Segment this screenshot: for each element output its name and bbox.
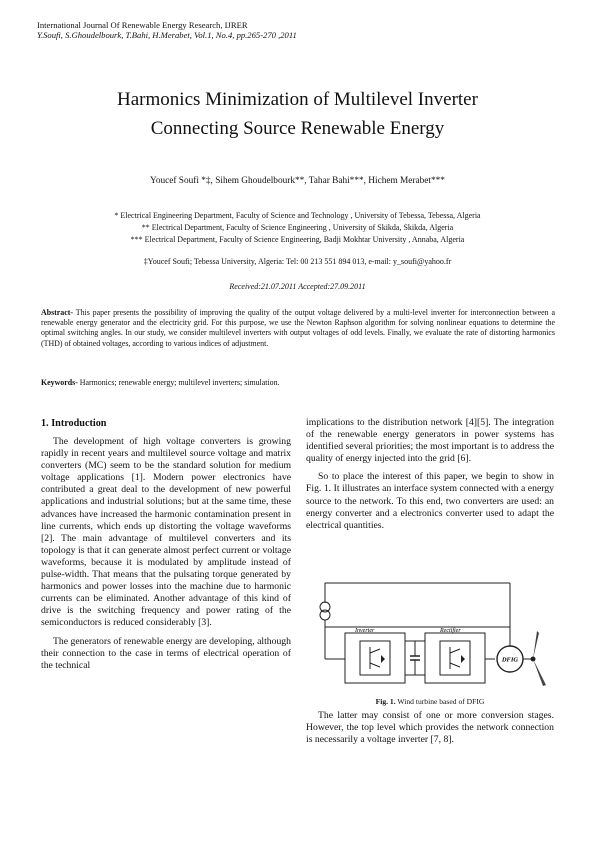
right-column-continued: [306, 710, 554, 752]
keywords-label: Keywords-: [41, 378, 78, 387]
paragraph: The development of high voltage converters is growing rapidly in recent years and multilevel source voltage and matrix converters (MC) seem to be the standard solution for medium voltage applications [1]. Modern power electronics have contributed a great deal to the development of new powerful applications and industrial solutions; but at the same time, these advances have increased the harmonic contamination present in line currents, which ends up distorting the voltage waveforms [2]. The main advantage of multilevel converters and its topology is that it can generate almost perfect current or voltage waveforms, because it is modulated by amplitude instead of pulse-width. That means that the pulsating torque generated by harmonics and power losses into the machine due to harmonic currents can be eliminated. Another advantage of this kind of drive is the switching frequency and power rating of the semiconductors is reduced considerably [3].: [41, 436, 291, 629]
title-line-2: Connecting Source Renewable Energy: [150, 118, 445, 139]
paragraph: So to place the interest of this paper, we begin to show in Fig. 1. It illustrates an interface system connected with a energy source to the network. To this end, two converters are used: an energy converter and a electronics converter used to adapt the electrical quantities.: [306, 471, 554, 531]
caption-label: Fig. 1.: [375, 697, 396, 706]
turbine-blade-icon: [533, 631, 539, 659]
affiliation-1: * Electrical Engineering Department, Faculty of Science and Technology , University of Tebessa, Tebessa, Algeria: [114, 211, 481, 220]
citation: Y.Soufi, S.Ghoudelbourk, T.Bahi, H.Merabet, Vol.1, No.4, pp.265-270 ,2011: [37, 30, 297, 40]
paragraph: The generators of renewable energy are developing, although their connection to the case in terms of electrical operation of the technical: [41, 635, 291, 671]
figure-caption: [306, 697, 554, 706]
abstract-text: This paper presents the possibility of improving the quality of the output voltage delivered by a multi-level inverter for interconnection between a renewable energy generator and the electricity grid. For this purpose, we use the Newton Raphson algorithm for solving nonlinear equations to determine the optimal switching angles. In our study, we consider multilevel inverters with output voltages of odd levels. Finally, we evaluate the rate of distorting harmonics (THD) of obtained voltages, according to various indices of adjustment.: [41, 308, 555, 348]
keywords-text: Harmonics; renewable energy; multilevel inverters; simulation.: [77, 378, 280, 387]
affiliation-3: *** Electrical Department, Faculty of Science Engineering, Badji Mokhtar University , Annaba, Algeria: [130, 235, 465, 245]
abstract: [41, 308, 555, 349]
keywords: [41, 378, 555, 388]
caption-text: Wind turbine based of DFIG: [395, 697, 485, 706]
wind-turbine-diagram: [315, 581, 550, 689]
affiliations: [0, 210, 595, 247]
received-dates: Received:21.07.2011 Accepted:27.09.2011: [229, 282, 366, 291]
authors: Youcef Soufi *‡, Sihem Ghoudelbourk**, Tahar Bahi***, Hichem Merabet***: [150, 176, 445, 186]
title-line-1: Harmonics Minimization of Multilevel Inverter: [117, 89, 478, 110]
section-heading: 1. Introduction: [41, 418, 107, 429]
abstract-label: Abstract-: [41, 308, 73, 317]
journal-header: [37, 20, 297, 40]
left-column: [41, 436, 291, 678]
inverter-label: Inverter: [355, 628, 375, 634]
paragraph: implications to the distribution network [4][5]. The integration of the renewable energy generators in power systems has identified several priorities; the most important is to address the quality of energy injected into the grid [6].: [306, 417, 554, 465]
journal-name: International Journal Of Renewable Energy Research, IJRER: [37, 20, 248, 30]
right-column: [306, 417, 554, 538]
affiliation-2: ** Electrical Department, Faculty of Science Engineering , University of Skikda, Skikda, Algeria: [141, 223, 454, 233]
paragraph: The latter may consist of one or more conversion stages. However, the top level which provides the network connection is necessarily a voltage inverter [7, 8].: [306, 710, 554, 746]
corresponding-contact: ‡Youcef Soufi; Tebessa University, Algeria: Tel: 00 213 551 894 013, e-mail: y_soufi@yahoo.fr: [143, 257, 452, 266]
rectifier-label: Rectifier: [440, 628, 461, 634]
dfig-label: DFIG: [501, 656, 519, 664]
paper-title: [0, 85, 595, 143]
